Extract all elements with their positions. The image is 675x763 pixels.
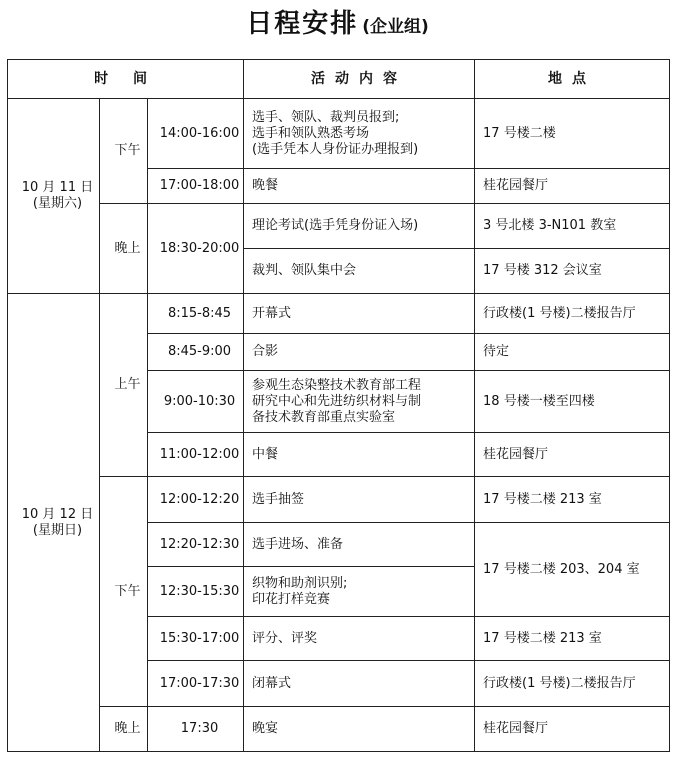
header-time: 时 间 — [8, 60, 244, 99]
activity-cell: 理论考试(选手凭身份证入场) — [244, 204, 475, 249]
day-cell — [8, 294, 100, 752]
activity-cell: 选手抽签 — [244, 477, 475, 523]
period-cell: 上午 — [100, 294, 148, 477]
period-cell: 下午 — [100, 99, 148, 204]
header-activity: 活动内容 — [244, 60, 475, 99]
activity-cell: 晚宴 — [244, 707, 475, 752]
time-cell: 12:30-15:30 — [148, 567, 244, 617]
day-weekday: (星期六) — [32, 196, 83, 211]
time-cell: 9:00-10:30 — [148, 371, 244, 433]
period-cell: 下午 — [100, 477, 148, 707]
location-cell: 17 号楼二楼 — [475, 99, 670, 169]
location-cell: 行政楼(1 号楼)二楼报告厅 — [475, 294, 670, 334]
time-cell: 18:30-20:00 — [148, 204, 244, 294]
activity-cell: 中餐 — [244, 433, 475, 477]
activity-line: 织物和助剂识别; — [252, 575, 348, 591]
location-cell: 17 号楼 312 会议室 — [475, 249, 670, 294]
location-cell: 待定 — [475, 334, 670, 371]
activity-line: 参观生态染整技术教育部工程 — [252, 377, 422, 393]
activity-cell — [244, 371, 475, 433]
time-cell: 17:00-18:00 — [148, 169, 244, 204]
activity-line: 印花打样竞赛 — [252, 591, 331, 607]
page-title: 日程安排 — [246, 9, 359, 39]
activity-cell: 合影 — [244, 334, 475, 371]
table-row — [8, 204, 670, 249]
table-row — [8, 477, 670, 523]
day-date: 10 月 12 日 — [21, 506, 94, 522]
activity-cell: 评分、评奖 — [244, 617, 475, 661]
day-weekday: (星期日) — [32, 522, 83, 538]
period-cell: 晚上 — [100, 204, 148, 294]
time-cell: 12:00-12:20 — [148, 477, 244, 523]
activity-line: 选手和领队熟悉考场 — [252, 125, 370, 141]
table-row — [8, 294, 670, 334]
time-cell: 8:15-8:45 — [148, 294, 244, 334]
table-row — [8, 99, 670, 169]
day-cell — [8, 99, 100, 294]
time-cell: 14:00-16:00 — [148, 99, 244, 169]
time-cell: 15:30-17:00 — [148, 617, 244, 661]
time-cell: 17:00-17:30 — [148, 661, 244, 707]
activity-cell: 裁判、领队集中会 — [244, 249, 475, 294]
period-cell: 晚上 — [100, 707, 148, 752]
activity-cell: 选手进场、准备 — [244, 523, 475, 567]
location-cell: 17 号楼二楼 203、204 室 — [475, 523, 670, 617]
day-date: 10 月 11 日 — [21, 180, 94, 195]
activity-cell — [244, 567, 475, 617]
location-cell: 3 号北楼 3-N101 教室 — [475, 204, 670, 249]
activity-cell: 晚餐 — [244, 169, 475, 204]
location-cell: 17 号楼二楼 213 室 — [475, 477, 670, 523]
time-cell: 17:30 — [148, 707, 244, 752]
activity-line: 研究中心和先进纺织材料与制 — [252, 393, 422, 409]
activity-cell — [244, 99, 475, 169]
page-title-block — [0, 4, 675, 44]
time-cell: 12:20-12:30 — [148, 523, 244, 567]
time-cell: 11:00-12:00 — [148, 433, 244, 477]
location-cell: 桂花园餐厅 — [475, 707, 670, 752]
header-location: 地点 — [475, 60, 670, 99]
time-cell: 8:45-9:00 — [148, 334, 244, 371]
schedule-table — [7, 59, 670, 752]
table-row — [8, 707, 670, 752]
activity-line: 选手、领队、裁判员报到; — [252, 109, 400, 125]
location-cell: 18 号楼一楼至四楼 — [475, 371, 670, 433]
location-cell: 桂花园餐厅 — [475, 433, 670, 477]
activity-line: (选手凭本人身份证办理报到) — [252, 141, 419, 157]
activity-cell: 闭幕式 — [244, 661, 475, 707]
activity-cell: 开幕式 — [244, 294, 475, 334]
activity-line: 备技术教育部重点实验室 — [252, 409, 396, 425]
location-cell: 桂花园餐厅 — [475, 169, 670, 204]
location-cell: 17 号楼二楼 213 室 — [475, 617, 670, 661]
location-cell: 行政楼(1 号楼)二楼报告厅 — [475, 661, 670, 707]
header-row — [8, 60, 670, 99]
page-subtitle: (企业组) — [362, 17, 429, 37]
